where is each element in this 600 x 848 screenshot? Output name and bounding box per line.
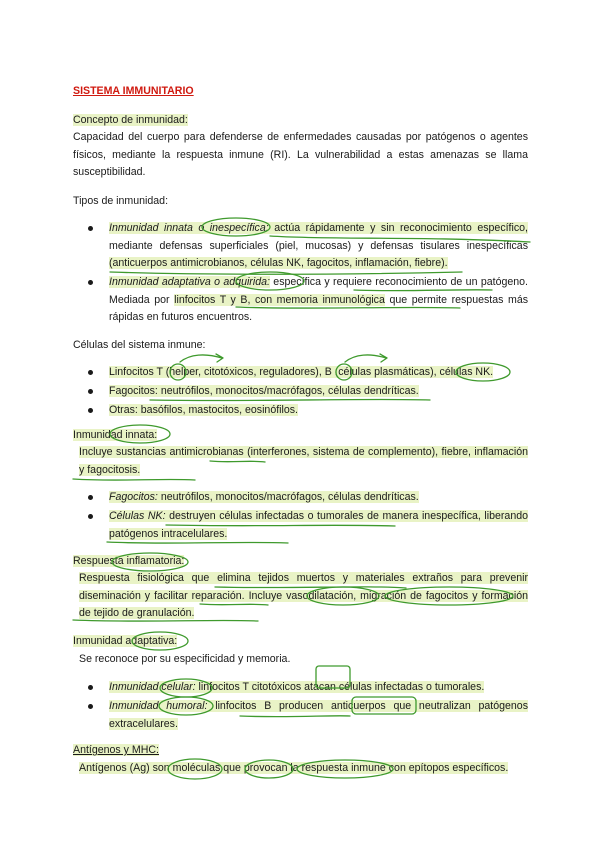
types-list <box>73 220 528 328</box>
list-item-innate-phagocytes: Fagocitos: neutrófilos, monocitos/macrófagos, células dendríticas. <box>73 489 528 507</box>
innate-paragraph: Incluye sustancias antimicrobianas (interferones, sistema de complemento), fiebre, inflamación y fagocitosis. <box>79 446 528 476</box>
adaptive-paragraph: Se reconoce por su especificidad y memoria. <box>79 653 291 665</box>
underline-mark <box>73 479 195 480</box>
cells-list <box>73 364 528 421</box>
antigens-heading: Antígenos y MHC: <box>73 744 159 756</box>
concept-heading: Concepto de inmunidad: <box>73 114 188 126</box>
list-item-others: Otras: basófilos, mastocitos, eosinófilos. <box>73 402 528 420</box>
list-item-cellular: Inmunidad celular: linfocitos T citotóxicos atacan células infectadas o tumorales. <box>73 679 528 697</box>
list-item-phagocytes: Fagocitos: neutrófilos, monocitos/macrófagos, células dendríticas. <box>73 383 528 401</box>
arrow-mark <box>180 354 223 362</box>
list-item-innate: Inmunidad innata o inespecífica: actúa rápidamente y sin reconocimiento específico, mediante defensas superficiales (piel, mucosas) y defensas tisulares inespecíficas (anticuerpos antimicrobianos, células NK, fagocitos, inflamación, fiebre). <box>73 220 528 273</box>
inflammatory-paragraph: Respuesta fisiológica que elimina tejidos muertos y materiales extraños para prevenir diseminación y facilitar reparación. Incluye vasodilatación, migración de fagocitos y formación de tejido de granulación. <box>79 572 528 619</box>
list-item-nk-cells: Células NK: destruyen células infectadas o tumorales de manera inespecífica, liberando patógenos intracelulares. <box>73 508 528 543</box>
innate-heading: Inmunidad innata: <box>73 429 158 441</box>
list-item-humoral: Inmunidad humoral: linfocitos B producen anticuerpos que neutralizan patógenos extracelulares. <box>73 698 528 733</box>
cells-heading: Células del sistema inmune: <box>73 339 206 351</box>
list-item-lymphocytes: Linfocitos T (helper, citotóxicos, reguladores), B (células plasmáticas), células NK. <box>73 364 528 382</box>
adaptive-list <box>73 679 528 735</box>
antigens-paragraph: Antígenos (Ag) son moléculas que provocan la respuesta inmune con epítopos específicos. <box>79 762 509 774</box>
concept-paragraph: Capacidad del cuerpo para defenderse de enfermedades causadas por patógenos o agentes físicos, mediante la respuesta inmune (RI). La vulnerabilidad a estas amenazas se llama susceptibilidad. <box>73 131 528 178</box>
page-title: SISTEMA IMMUNITARIO <box>73 85 194 97</box>
adaptive-heading: Inmunidad adaptativa: <box>73 635 178 647</box>
inflammatory-heading: Respuesta inflamatoria: <box>73 555 185 567</box>
arrow-mark <box>345 354 387 362</box>
list-item-adaptive: Inmunidad adaptativa o adquirida: específica y requiere reconocimiento de un patógeno. Mediada por linfocitos T y B, con memoria inmunológica que permite respuestas más rápidas en futuros encuentros. <box>73 274 528 327</box>
innate-list <box>73 489 528 545</box>
types-heading: Tipos de inmunidad: <box>73 195 169 207</box>
